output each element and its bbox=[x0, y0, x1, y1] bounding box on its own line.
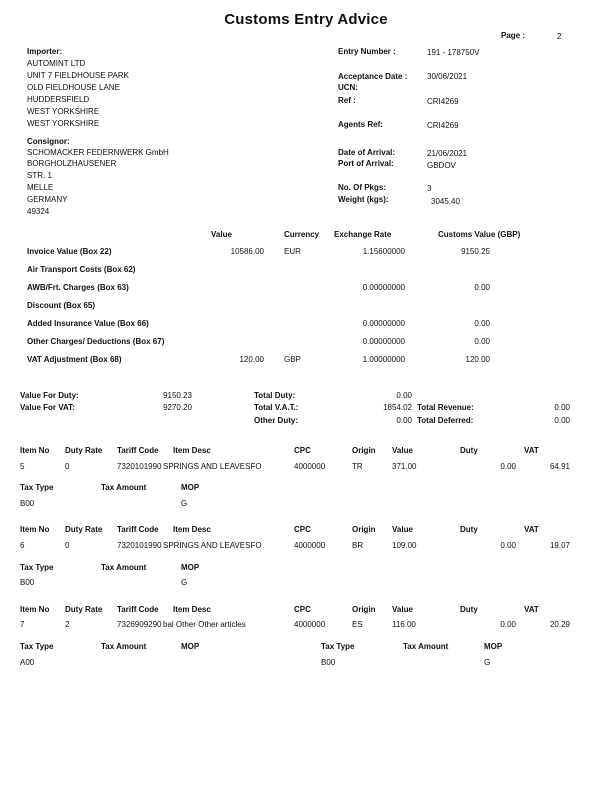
importer-line: WEST YORKSHIRE bbox=[27, 107, 100, 116]
valuation-row-customs: 9150.25 bbox=[461, 247, 490, 256]
agents-ref-value: CRI4269 bbox=[427, 121, 459, 130]
total-vat-label: Total V.A.T.: bbox=[254, 403, 299, 412]
tax-header-type: Tax Type bbox=[321, 642, 355, 651]
item-header-tariff: Tariff Code bbox=[117, 525, 159, 534]
tax-header-amount: Tax Amount bbox=[101, 483, 147, 492]
valuation-header-value: Value bbox=[211, 230, 232, 239]
ucn-label: UCN: bbox=[338, 83, 358, 92]
item-header-duty-rate: Duty Rate bbox=[65, 605, 103, 614]
total-revenue-label: Total Revenue: bbox=[417, 403, 474, 412]
item-duty: 0.00 bbox=[500, 541, 516, 550]
item-header-value: Value bbox=[392, 605, 413, 614]
page-number: 2 bbox=[557, 32, 562, 41]
tax-header-amount: Tax Amount bbox=[101, 563, 147, 572]
valuation-row-label: VAT Adjustment (Box 68) bbox=[27, 355, 122, 364]
valuation-row-label: Added Insurance Value (Box 66) bbox=[27, 319, 149, 328]
value-for-duty-label: Value For Duty: bbox=[20, 391, 79, 400]
valuation-row-rate: 1.15600000 bbox=[362, 247, 405, 256]
arrival-port-label: Port of Arrival: bbox=[338, 159, 394, 168]
item-header-origin: Origin bbox=[352, 605, 376, 614]
item-header-desc: Item Desc bbox=[173, 605, 211, 614]
item-header-duty: Duty bbox=[460, 446, 478, 455]
entry-number: 191 - 178750V bbox=[427, 48, 480, 57]
item-value: 116.00 bbox=[392, 620, 416, 629]
item-no: 7 bbox=[20, 620, 25, 629]
item-origin: TR bbox=[352, 462, 363, 471]
item-header-origin: Origin bbox=[352, 446, 376, 455]
tax-header-mop: MOP bbox=[181, 483, 200, 492]
item-duty-rate: 0 bbox=[65, 541, 70, 550]
tax-header-mop: MOP bbox=[484, 642, 503, 651]
item-header-no: Item No bbox=[20, 525, 50, 534]
item-no: 5 bbox=[20, 462, 25, 471]
consignor-line: 49324 bbox=[27, 207, 50, 216]
valuation-row-customs: 0.00 bbox=[474, 319, 490, 328]
other-duty: 0.00 bbox=[396, 416, 412, 425]
valuation-row-rate: 0.00000000 bbox=[362, 283, 405, 292]
item-header-duty: Duty bbox=[460, 525, 478, 534]
item-origin: BR bbox=[352, 541, 364, 550]
item-header-duty: Duty bbox=[460, 605, 478, 614]
valuation-header-currency: Currency bbox=[284, 230, 320, 239]
valuation-row-value: 120.00 bbox=[239, 355, 264, 364]
item-duty-rate: 0 bbox=[65, 462, 70, 471]
total-deferred: 0.00 bbox=[554, 416, 570, 425]
tax-header-amount: Tax Amount bbox=[101, 642, 147, 651]
item-no: 6 bbox=[20, 541, 25, 550]
importer-line: UNIT 7 FIELDHOUSE PARK bbox=[27, 71, 129, 80]
item-header-cpc: CPC bbox=[294, 605, 311, 614]
item-cpc: 4000000 bbox=[294, 462, 326, 471]
tax-type: A00 bbox=[20, 658, 35, 667]
valuation-row-label: Discount (Box 65) bbox=[27, 301, 96, 310]
tax-header-type: Tax Type bbox=[20, 642, 54, 651]
tax-mop: G bbox=[484, 658, 491, 667]
item-duty-rate: 2 bbox=[65, 620, 70, 629]
consignor-line: BORGHOLZHAUSENER bbox=[27, 159, 117, 168]
total-vat: 1854.02 bbox=[383, 403, 412, 412]
item-vat: 20.29 bbox=[549, 620, 570, 629]
importer-line: WEST YORKSHIRE bbox=[27, 119, 100, 128]
value-for-vat-label: Value For VAT: bbox=[20, 403, 75, 412]
tax-header-type: Tax Type bbox=[20, 483, 54, 492]
value-for-duty: 9150.23 bbox=[163, 391, 192, 400]
consignor-line: STR. 1 bbox=[27, 171, 52, 180]
item-header-no: Item No bbox=[20, 446, 50, 455]
item-cpc: 4000000 bbox=[294, 620, 326, 629]
page-title: Customs Entry Advice bbox=[224, 11, 388, 28]
tax-mop: G bbox=[181, 578, 188, 587]
item-header-vat: VAT bbox=[524, 525, 539, 534]
other-duty-label: Other Duty: bbox=[254, 416, 298, 425]
valuation-row-rate: 1.00000000 bbox=[362, 355, 405, 364]
ref-value: CRI4269 bbox=[427, 97, 459, 106]
valuation-row-customs: 120.00 bbox=[465, 355, 490, 364]
item-header-vat: VAT bbox=[524, 605, 539, 614]
item-vat: 64.91 bbox=[549, 462, 570, 471]
item-cpc: 4000000 bbox=[294, 541, 326, 550]
importer-line: OLD FIELDHOUSE LANE bbox=[27, 83, 120, 92]
importer-line: AUTOMINT LTD bbox=[27, 59, 86, 68]
item-value: 109.00 bbox=[392, 541, 417, 550]
item-header-desc: Item Desc bbox=[173, 525, 211, 534]
valuation-row-currency: EUR bbox=[284, 247, 301, 256]
total-duty: 0.00 bbox=[396, 391, 412, 400]
item-tariff: 7320101990 bbox=[117, 541, 162, 550]
valuation-row-label: Invoice Value (Box 22) bbox=[27, 247, 112, 256]
tax-header-mop: MOP bbox=[181, 563, 200, 572]
importer-label: Importer: bbox=[27, 47, 63, 56]
packages-value: 3 bbox=[427, 184, 432, 193]
item-duty: 0.00 bbox=[500, 462, 516, 471]
consignor-line: MELLE bbox=[27, 183, 54, 192]
tax-type: B00 bbox=[20, 499, 35, 508]
item-value: 371.00 bbox=[392, 462, 417, 471]
tax-header-type: Tax Type bbox=[20, 563, 54, 572]
value-for-vat: 9270.20 bbox=[163, 403, 192, 412]
item-header-duty-rate: Duty Rate bbox=[65, 525, 103, 534]
total-deferred-label: Total Deferred: bbox=[417, 416, 474, 425]
item-header-no: Item No bbox=[20, 605, 50, 614]
packages-label: No. Of Pkgs: bbox=[338, 183, 387, 192]
weight-value: 3045.40 bbox=[431, 197, 460, 206]
tax-type: B00 bbox=[20, 578, 35, 587]
tax-header-amount: Tax Amount bbox=[403, 642, 449, 651]
item-tariff: 7320101990 bbox=[117, 462, 162, 471]
arrival-date: 21/06/2021 bbox=[427, 149, 468, 158]
consignor-label: Consignor: bbox=[27, 137, 70, 146]
valuation-row-label: Other Charges/ Deductions (Box 67) bbox=[27, 337, 165, 346]
acceptance-date: 30/06/2021 bbox=[427, 72, 468, 81]
valuation-row-customs: 0.00 bbox=[474, 283, 490, 292]
arrival-date-label: Date of Arrival: bbox=[338, 148, 396, 157]
consignor-line: GERMANY bbox=[27, 195, 68, 204]
valuation-header-rate: Exchange Rate bbox=[334, 230, 392, 239]
total-duty-label: Total Duty: bbox=[254, 391, 296, 400]
tax-mop: G bbox=[181, 499, 188, 508]
item-desc: SPRINGS AND LEAVESFO bbox=[163, 462, 262, 471]
valuation-row-rate: 0.00000000 bbox=[362, 319, 405, 328]
entry-number-label: Entry Number : bbox=[338, 47, 396, 56]
item-desc: SPRINGS AND LEAVESFO bbox=[163, 541, 262, 550]
item-header-vat: VAT bbox=[524, 446, 539, 455]
item-tariff: 7326909290 bbox=[117, 620, 162, 629]
item-header-origin: Origin bbox=[352, 525, 376, 534]
item-header-cpc: CPC bbox=[294, 525, 311, 534]
item-header-cpc: CPC bbox=[294, 446, 311, 455]
valuation-row-customs: 0.00 bbox=[474, 337, 490, 346]
item-origin: ES bbox=[352, 620, 363, 629]
item-header-value: Value bbox=[392, 525, 413, 534]
item-header-tariff: Tariff Code bbox=[117, 605, 159, 614]
item-duty: 0.00 bbox=[500, 620, 516, 629]
item-header-desc: Item Desc bbox=[173, 446, 211, 455]
importer-line: HUDDERSFIELD bbox=[27, 95, 90, 104]
valuation-row-currency: GBP bbox=[284, 355, 301, 364]
consignor-line: SCHOMACKER FEDERNWERK GmbH bbox=[27, 148, 169, 157]
tax-type: B00 bbox=[321, 658, 336, 667]
tax-header-mop: MOP bbox=[181, 642, 200, 651]
total-revenue: 0.00 bbox=[554, 403, 570, 412]
valuation-row-rate: 0.00000000 bbox=[362, 337, 405, 346]
item-header-value: Value bbox=[392, 446, 413, 455]
item-desc: bal Other Other articles bbox=[163, 620, 246, 629]
item-header-duty-rate: Duty Rate bbox=[65, 446, 103, 455]
acceptance-date-label: Acceptance Date : bbox=[338, 72, 408, 81]
arrival-port: GBDOV bbox=[427, 161, 456, 170]
item-vat: 19.07 bbox=[549, 541, 570, 550]
agents-ref-label: Agents Ref: bbox=[338, 120, 383, 129]
page-label: Page : bbox=[501, 31, 526, 40]
valuation-header-customs: Customs Value (GBP) bbox=[438, 230, 521, 239]
valuation-row-value: 10586.00 bbox=[230, 247, 264, 256]
ref-label: Ref : bbox=[338, 96, 356, 105]
valuation-row-label: AWB/Frt. Charges (Box 63) bbox=[27, 283, 129, 292]
item-header-tariff: Tariff Code bbox=[117, 446, 159, 455]
valuation-row-label: Air Transport Costs (Box 62) bbox=[27, 265, 136, 274]
weight-label: Weight (kgs): bbox=[338, 195, 389, 204]
